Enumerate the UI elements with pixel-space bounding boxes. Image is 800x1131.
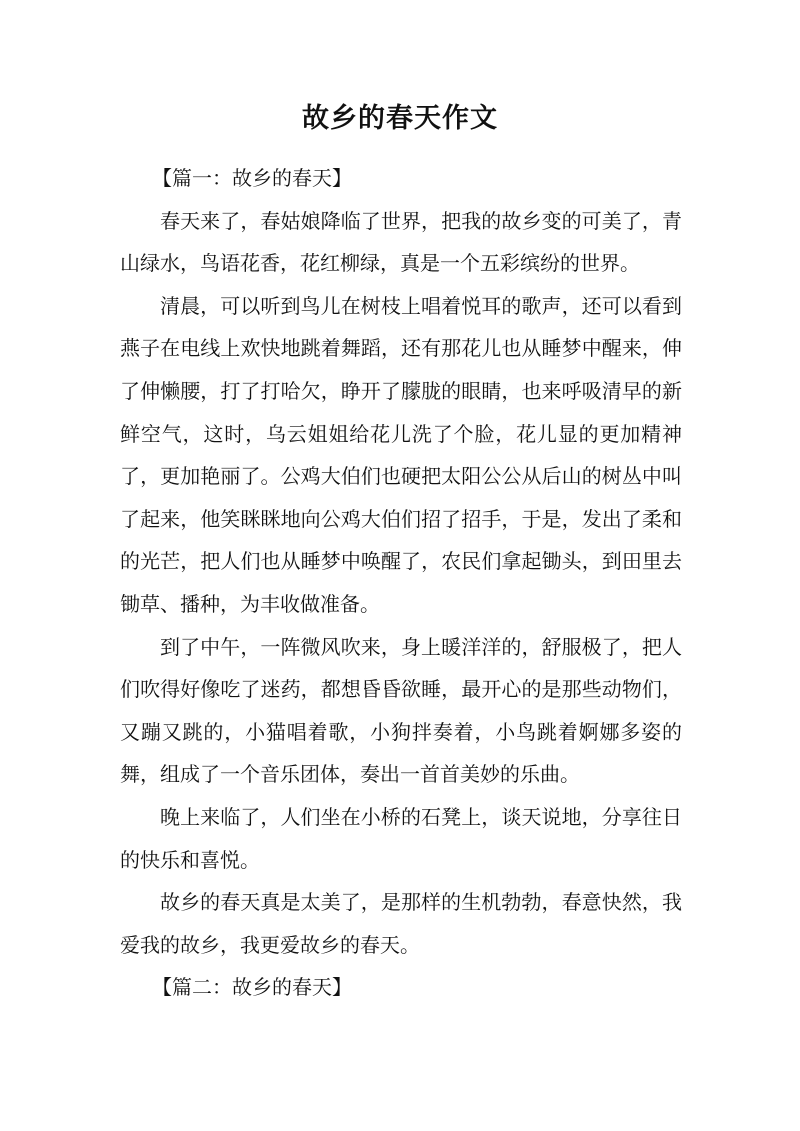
paragraph: 晚上来临了，人们坐在小桥的石凳上，谈天说地，分享往日的快乐和喜悦。: [120, 804, 682, 872]
section-heading: 【篇一：故乡的春天】: [152, 166, 352, 190]
paragraph: 清晨，可以听到鸟儿在树枝上唱着悦耳的歌声，还可以看到燕子在电线上欢快地跳着舞蹈，还有那花儿也从睡梦中醒来，伸了伸懒腰，打了打哈欠，睁开了朦胧的眼睛，也来呼吸清早的新鲜空气，这时，乌云姐姐给花儿洗了个脸，花儿显的更加精神了，更加艳丽了。公鸡大伯们也硬把太阳公公从后山的树丛中叫了起来，他笑眯眯地向公鸡大伯们招了招手，于是，发出了柔和的光芒，把人们也从睡梦中唤醒了，农民们拿起锄头，到田里去锄草、播种，为丰收做准备。: [120, 293, 682, 616]
paragraph: 故乡的春天真是太美了，是那样的生机勃勃，春意快然，我爱我的故乡，我更爱故乡的春天。: [120, 890, 682, 957]
document-title: 故乡的春天作文: [302, 103, 498, 134]
section-heading: 【篇二：故乡的春天】: [152, 975, 352, 1000]
document-body: [120, 157, 682, 1009]
paragraph: 春天来了，春姑娘降临了世界，把我的故乡变的可美了，青山绿水，鸟语花香，花红柳绿，真是一个五彩缤纷的世界。: [120, 208, 682, 276]
paragraph: 到了中午，一阵微风吹来，身上暖洋洋的，舒服极了，把人们吹得好像吃了迷药，都想昏昏欲睡，最开心的是那些动物们，又蹦又跳的，小猫唱着歌，小狗拌奏着，小鸟跳着婀娜多姿的舞，组成了一个音乐团体，奏出一首首美妙的乐曲。: [120, 634, 682, 787]
